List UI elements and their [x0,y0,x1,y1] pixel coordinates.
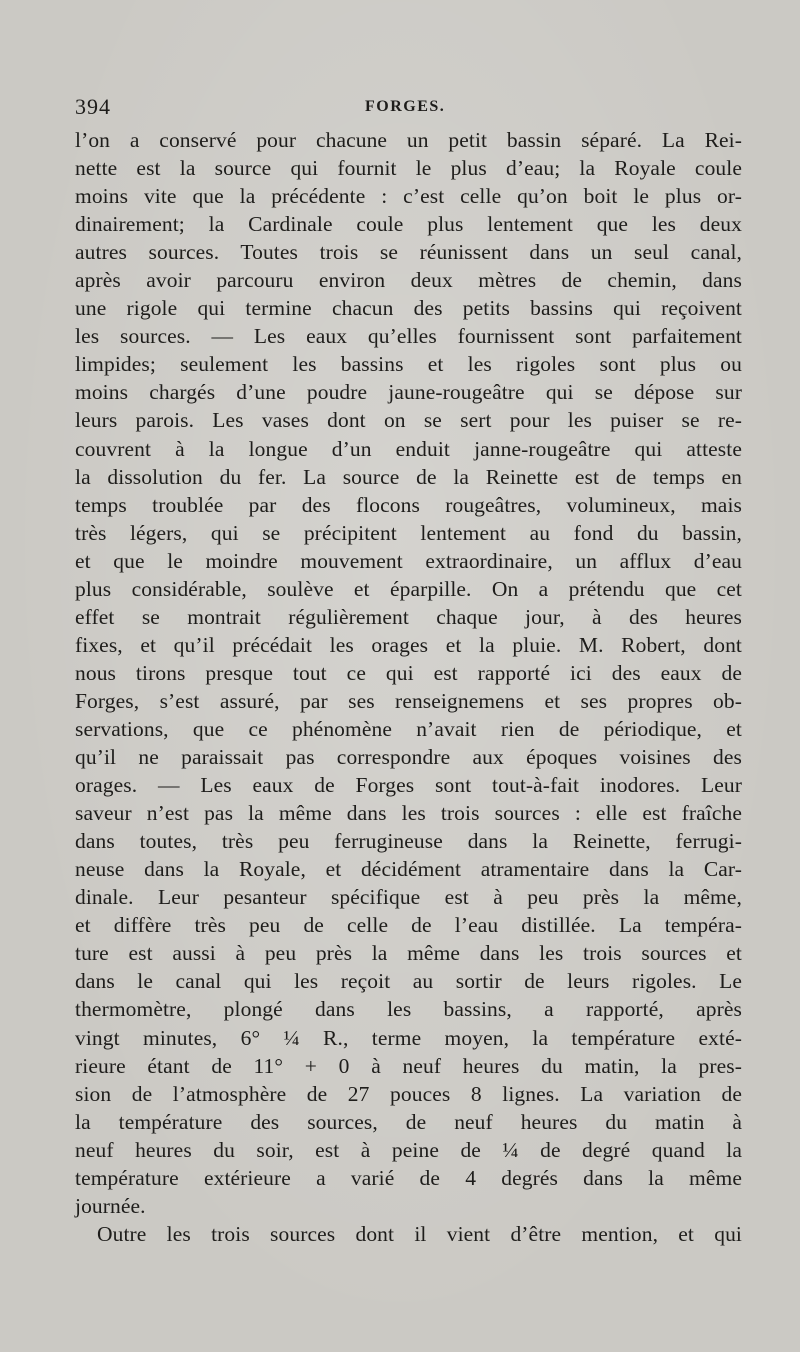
text-line: les sources. — Les eaux qu’elles fournissent sont parfaitement [75,324,742,349]
text-line: fixes, et qu’il précédait les orages et la pluie. M. Robert, dont [75,632,742,657]
text-line: Forges, s’est assuré, par ses renseignemens et ses propres ob- [75,688,742,713]
text-line: et que le moindre mouvement extraordinaire, un afflux d’eau [75,548,742,573]
text-line: et diffère très peu de celle de l’eau distillée. La tempéra- [75,913,742,938]
text-line: leurs parois. Les vases dont on se sert pour les puiser se re- [75,408,742,433]
body-text [75,126,742,1248]
text-line: nette est la source qui fournit le plus d’eau; la Royale coule [75,156,742,181]
text-line: après avoir parcouru environ deux mètres de chemin, dans [75,268,742,293]
text-line: neuse dans la Royale, et décidément atramentaire dans la Car- [75,857,742,882]
running-head: FORGES. [365,98,446,115]
text-line: nous tirons presque tout ce qui est rapporté ici des eaux de [75,660,742,685]
text-line: saveur n’est pas la même dans les trois sources : elle est fraîche [75,801,742,826]
text-line: plus considérable, soulève et éparpille. On a prétendu que cet [75,576,742,601]
page-header [75,94,742,124]
text-line: autres sources. Toutes trois se réunissent dans un seul canal, [75,240,742,265]
text-line: moins vite que la précédente : c’est celle qu’on boit le plus or- [75,184,742,209]
text-line: Outre les trois sources dont il vient d’être mention, et qui [97,1221,742,1246]
text-line: neuf heures du soir, est à peine de ¼ de degré quand la [75,1137,742,1162]
text-line: qu’il ne paraissait pas correspondre aux époques voisines des [75,745,742,770]
text-line: temps troublée par des flocons rougeâtres, volumineux, mais [75,492,742,517]
text-line: journée. [75,1193,146,1218]
text-line: servations, que ce phénomène n’avait rien de périodique, et [75,716,742,741]
page-number: 394 [75,94,111,119]
text-line: dans toutes, très peu ferrugineuse dans la Reinette, ferrugi- [75,829,742,854]
text-line: dinale. Leur pesanteur spécifique est à peu près la même, [75,885,742,910]
text-line: couvrent à la longue d’un enduit janne-rougeâtre qui atteste [75,436,742,461]
text-line: une rigole qui termine chacun des petits bassins qui reçoivent [75,296,742,321]
text-line: effet se montrait régulièrement chaque jour, à des heures [75,604,742,629]
text-line: l’on a conservé pour chacune un petit bassin séparé. La Rei- [75,128,742,152]
text-line: la température des sources, de neuf heures du matin à [75,1109,742,1134]
text-line: vingt minutes, 6° ¼ R., terme moyen, la température exté- [75,1025,742,1050]
text-line: ture est aussi à peu près la même dans les trois sources et [75,941,742,966]
text-line: rieure étant de 11° + 0 à neuf heures du matin, la pres- [75,1053,742,1078]
text-line: dans le canal qui les reçoit au sortir de leurs rigoles. Le [75,969,742,994]
text-line: limpides; seulement les bassins et les rigoles sont plus ou [75,352,742,377]
text-line: thermomètre, plongé dans les bassins, a rapporté, après [75,997,742,1022]
text-line: moins chargés d’une poudre jaune-rougeâtre qui se dépose sur [75,380,742,405]
text-line: température extérieure a varié de 4 degrés dans la même [75,1165,742,1190]
text-line: dinairement; la Cardinale coule plus lentement que les deux [75,212,742,237]
text-line: très légers, qui se précipitent lentement au fond du bassin, [75,520,742,545]
text-line: orages. — Les eaux de Forges sont tout-à-fait inodores. Leur [75,773,742,798]
text-line: la dissolution du fer. La source de la Reinette est de temps en [75,464,742,489]
text-line: sion de l’atmosphère de 27 pouces 8 lignes. La variation de [75,1081,742,1106]
